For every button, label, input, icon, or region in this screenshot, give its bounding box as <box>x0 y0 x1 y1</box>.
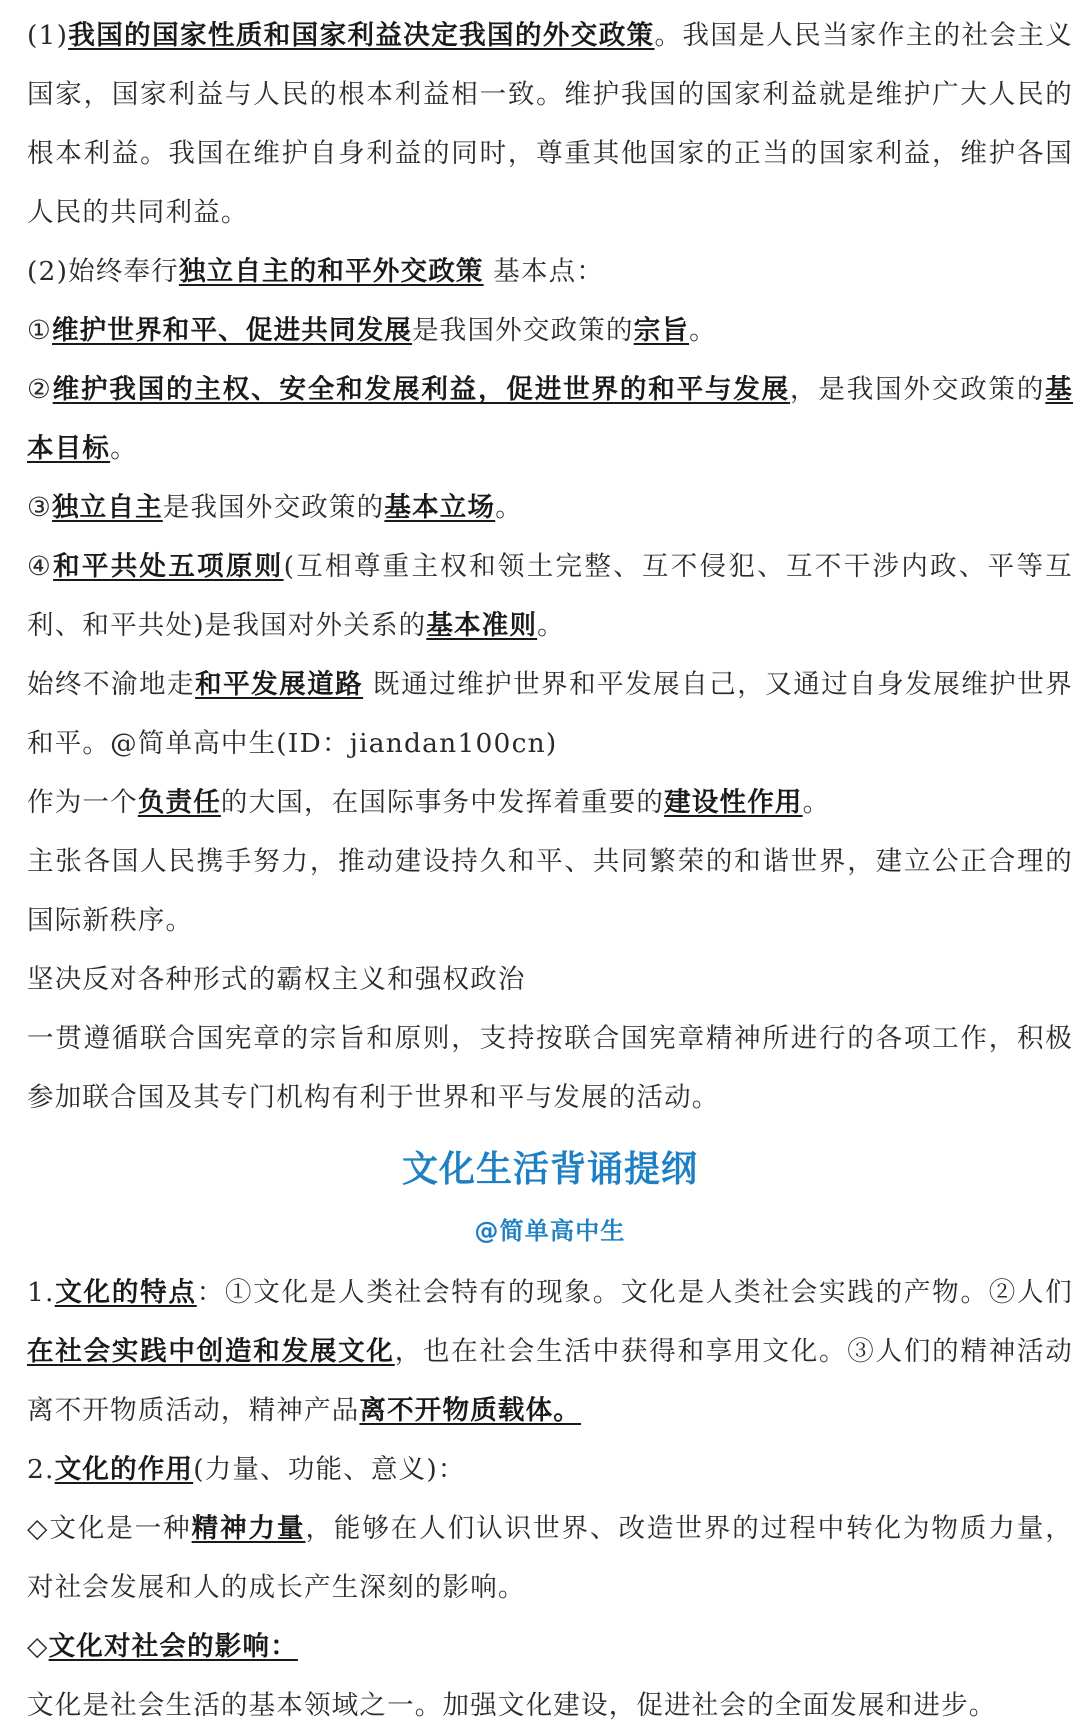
text-run: 2. <box>27 1454 55 1485</box>
key-term: 基本立场 <box>384 492 496 523</box>
paragraph <box>27 1009 1073 1127</box>
paragraph <box>27 478 1073 537</box>
paragraph <box>27 537 1073 655</box>
key-term: 在社会实践中创造和发展文化 <box>27 1336 395 1367</box>
key-term: 建设性作用 <box>664 787 803 818</box>
text-run: 文化是社会生活的基本领域之一。加强文化建设，促进社会的全面发展和进步。 <box>27 1690 997 1721</box>
text-run: 一贯遵循联合国宪章的宗旨和原则，支持按联合国宪章精神所进行的各项工作，积极参加联合国及其专门机构有利于世界和平与发展的活动。 <box>27 1023 1073 1113</box>
key-term: 负责任 <box>137 787 221 818</box>
key-term: 我国的国家性质和国家利益决定我国的外交政策 <box>68 20 655 51</box>
text-run: 。 <box>495 492 523 523</box>
key-term: 独立自主的和平外交政策 <box>178 256 484 287</box>
culture-notes <box>27 1263 1073 1735</box>
text-run: 的大国，在国际事务中发挥着重要的 <box>220 787 665 818</box>
text-run: 始终不渝地走 <box>27 669 196 700</box>
key-term: 和平共处五项原则 <box>53 551 284 582</box>
text-run: ④ <box>27 551 54 582</box>
key-term: 文化的作用 <box>54 1454 194 1485</box>
text-run: 坚决反对各种形式的霸权主义和强权政治 <box>27 964 526 995</box>
key-term: 文化的特点 <box>54 1277 197 1308</box>
section-subtitle: @简单高中生 <box>474 1217 626 1245</box>
text-run: 。 <box>802 787 831 818</box>
text-run: 1. <box>27 1277 55 1308</box>
key-term: 精神力量 <box>191 1513 306 1544</box>
section-title: 文化生活背诵提纲 <box>401 1149 698 1190</box>
text-run: ，能够在人们认识世界、改造世界的过程中转化为物质力量，对社会发展和人的成长产生深刻的影响。 <box>27 1513 1073 1603</box>
text-run: 。 <box>110 433 138 464</box>
text-run: ② <box>27 374 53 405</box>
text-run: 作为一个 <box>27 787 138 818</box>
text-run: (2)始终奉行 <box>27 256 179 287</box>
key-term: 宗旨 <box>633 315 690 346</box>
paragraph <box>27 360 1073 478</box>
text-run: (互相尊重主权和领土完整、互不侵犯、互不干涉内政、平等互利、和平共处)是我国对外关系的 <box>27 551 1073 641</box>
paragraph <box>27 832 1073 950</box>
text-run: ，也在社会生活中获得和享用文化。③人们的精神活动离不开物质活动，精神产品 <box>27 1336 1073 1426</box>
paragraph <box>27 1499 1073 1617</box>
text-run: 基本点： <box>483 256 605 287</box>
text-run: 主张各国人民携手努力，推动建设持久和平、共同繁荣的和谐世界，建立公正合理的国际新秩序。 <box>27 846 1073 936</box>
text-run: (1) <box>27 20 69 51</box>
key-term: 和平发展道路 <box>195 669 364 700</box>
text-run: (力量、功能、意义)： <box>193 1454 466 1485</box>
text-run: 。我国是人民当家作主的社会主义国家，国家利益与人民的根本利益相一致。维护我国的国家利益就是维护广大人民的根本利益。我国在维护自身利益的同时，尊重其他国家的正当的国家利益，维护各国人民的共同利益。 <box>27 20 1074 228</box>
politics-notes <box>27 6 1073 1127</box>
key-term: 基本目标 <box>27 374 1073 464</box>
document-page <box>27 6 1073 1735</box>
paragraph <box>27 1263 1073 1440</box>
paragraph <box>27 950 1073 1009</box>
key-term: 维护我国的主权、安全和发展利益，促进世界的和平与发展 <box>52 374 791 405</box>
text-run: 是我国外交政策的 <box>162 492 385 523</box>
paragraph <box>27 773 1073 832</box>
text-run: 是我国外交政策的 <box>412 315 634 346</box>
paragraph <box>27 6 1073 242</box>
key-term: 维护世界和平、促进共同发展 <box>51 315 413 346</box>
paragraph <box>27 1440 1073 1499</box>
text-run: 。 <box>689 315 717 346</box>
key-term: 离不开物质载体。 <box>359 1395 582 1426</box>
text-run: ① <box>27 315 52 346</box>
text-run: ：①文化是人类社会特有的现象。文化是人类社会实践的产物。②人们 <box>196 1277 1074 1308</box>
text-run: ③ <box>27 492 52 523</box>
text-run: 既通过维护世界和平发展自己，又通过自身发展维护世界和平。@简单高中生(ID：jiandan100cn) <box>27 669 1073 759</box>
text-run: 。 <box>537 610 565 641</box>
paragraph <box>27 1676 1073 1735</box>
paragraph <box>27 1617 1073 1676</box>
key-term: 独立自主 <box>51 492 163 523</box>
paragraph <box>27 242 1073 301</box>
paragraph <box>27 301 1073 360</box>
paragraph <box>27 655 1073 773</box>
text-run: ◇文化是一种 <box>27 1513 192 1544</box>
key-term: 基本准则 <box>426 610 538 641</box>
text-run: ，是我国外交政策的 <box>790 374 1046 405</box>
key-term: 文化对社会的影响： <box>48 1631 298 1662</box>
text-run: ◇ <box>27 1631 49 1662</box>
